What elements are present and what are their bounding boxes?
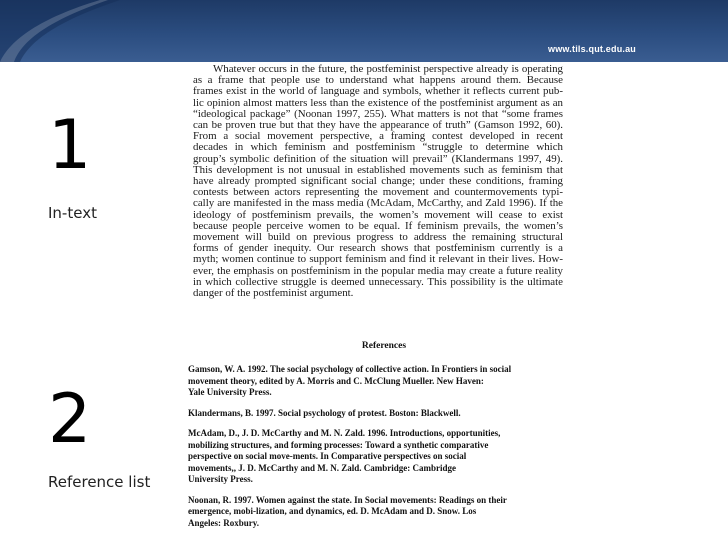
header-banner: [0, 0, 728, 62]
excerpt-line: group’s symbolic definition of the situation will prevail” (Klandermans 1997, 49).: [193, 152, 563, 165]
site-url[interactable]: www.tils.qut.edu.au: [548, 44, 636, 54]
excerpt-line: can be proven true but that they have the appearance of truth” (Gamson 1992, 60).: [193, 119, 563, 132]
reference-line: Yale University Press.: [188, 387, 272, 397]
section-label-in-text: In-text: [48, 204, 97, 222]
reference-list: [188, 364, 580, 538]
reference-line: McAdam, D., J. D. McCarthy and M. N. Zald. 1996. Introductions, opportunities,: [188, 428, 501, 438]
excerpt-line: movement will build on previous progress to address the remaining structural: [193, 231, 563, 244]
scanned-excerpt: [193, 64, 563, 299]
reference-item-mcadam: [188, 428, 580, 486]
excerpt-line: as a frame that people use to understand what happens around them. Because: [193, 74, 563, 87]
reference-item-gamson: [188, 364, 580, 399]
reference-line: emergence, mobi-lization, and dynamics, ed. D. McAdam and D. Snow. Los: [188, 506, 477, 516]
references-heading: References: [361, 341, 407, 351]
excerpt-line: danger of the postfeminist argument.: [193, 287, 354, 300]
excerpt-line: myth; women continue to support feminism and find it relevant in their lives. How-: [193, 253, 563, 266]
section-number-1: 1: [48, 106, 92, 185]
reference-line: Gamson, W. A. 1992. The social psychology of collective action. In Frontiers in social: [188, 364, 512, 374]
reference-line: movements,, J. D. McCarthy and M. N. Zald. Cambridge: Cambridge: [188, 462, 456, 473]
excerpt-line: ever, the emphasis on postfeminism in the popular media may create a future reality: [193, 264, 563, 277]
excerpt-line: This development is not unusual in established movements such as feminism that: [193, 163, 563, 176]
excerpt-line: cally are manifested in the mass media (McAdam, McCarthy, and Zald 1996). If the: [193, 197, 563, 210]
reference-line: Noonan, R. 1997. Women against the state. In Social movements: Readings on their: [188, 494, 507, 505]
reference-line: Angeles: Roxbury.: [188, 517, 260, 528]
excerpt-line: lic opinion almost matters less than the existence of the postfeminist argument as an: [193, 96, 563, 109]
reference-line: Klandermans, B. 1997. Social psychology of protest. Boston: Blackwell.: [188, 407, 461, 418]
excerpt-line: decades in which feminism and postfeminism “struggle to determine which: [193, 141, 563, 154]
excerpt-line: in which collective struggle is deemed unnecessary. This possibility is the ultimate: [193, 275, 563, 288]
section-number-2: 2: [48, 380, 92, 459]
excerpt-line: forms of gender inequity. Our research shows that postfeminism currently is a: [193, 242, 563, 255]
excerpt-line: From a social movement perspective, a framing contest developed in recent: [193, 130, 563, 143]
excerpt-line: frames exist in the world of language and symbols, whether it reflects current pub-: [193, 85, 563, 98]
excerpt-line: have already prompted significant social change; under these conditions, framing: [193, 175, 563, 188]
reference-line: University Press.: [188, 474, 253, 484]
reference-line: mobilizing structures, and forming processes: Toward a synthetic comparative: [188, 439, 489, 450]
excerpt-line: contests between actors representing the movement and countermovements typi-: [193, 186, 563, 199]
section-label-reference-list: Reference list: [48, 473, 151, 491]
excerpt-line: Whatever occurs in the future, the postfeminist perspective already is operating: [213, 63, 563, 75]
reference-item-klandermans: [188, 408, 580, 420]
reference-item-noonan: [188, 495, 580, 530]
reference-line: perspective on social move-ments. In Comparative perspectives on social: [188, 451, 467, 461]
excerpt-line: ideology of postfeminism prevails, the women’s movement will cease to exist: [193, 208, 563, 221]
excerpt-line: “ideological package” (Noonan 1997, 255). What matters is not that “some frames: [193, 107, 563, 120]
reference-line: movement theory, edited by A. Morris and C. McClung Mueller. New Haven:: [188, 375, 484, 386]
excerpt-line: because people perceive women to be equal. If feminism prevails, the women’s: [193, 219, 563, 232]
